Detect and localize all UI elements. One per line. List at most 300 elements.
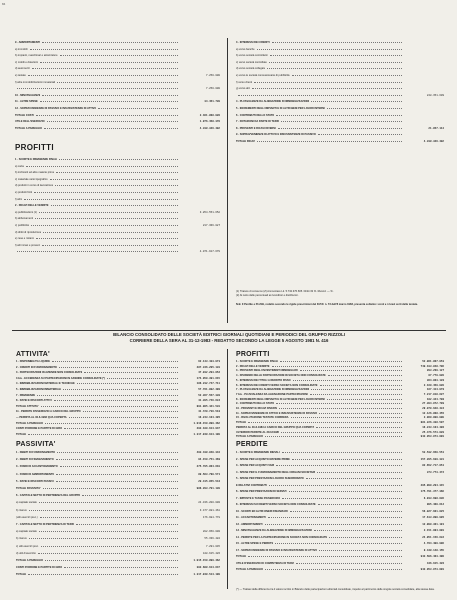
ledger-row	[16, 545, 220, 548]
ledger-value: 302.688.614.647	[196, 566, 220, 570]
ledger-label: 2 - RICAVI DELLE VENDITE	[236, 364, 270, 368]
ledger-row	[236, 510, 444, 513]
ledger-label: 3 - PROVENTI DEGLI INVESTIMENTI IMMOBILIARI	[236, 369, 298, 373]
ledger-row	[236, 127, 444, 130]
ledger-value: 1.015.159.899.462	[193, 559, 220, 562]
dot-leader	[34, 192, 178, 193]
ledger-row	[236, 471, 444, 474]
ledger-value: 25.476.573.820	[422, 430, 444, 434]
dot-leader	[64, 428, 178, 429]
ledger-row	[16, 509, 220, 512]
ledger-label: 7 - IMPOSTE E TASSE D'ESERCIZIO	[236, 496, 281, 500]
ledger-label: 2 - SPESE PER ACQUISTO MATERIE PRIME	[236, 457, 290, 461]
ledger-value: 175.701.377.366	[420, 490, 444, 493]
dot-leader	[267, 68, 402, 69]
dot-leader	[281, 432, 402, 433]
dot-leader	[55, 185, 178, 186]
ledger-value: 16.243.164.485	[198, 416, 220, 419]
ledger-row	[16, 371, 220, 374]
ledger-label: TOTALE A PAREGGIO	[16, 421, 44, 425]
ledger-value: 12.809.361.181	[422, 522, 444, 526]
ledger-row	[236, 568, 444, 571]
ledger-value: 55.336.484	[204, 537, 220, 541]
ledger-row	[236, 369, 444, 372]
attivita-heading: ATTIVITA'	[16, 351, 50, 358]
ledger-value: 4.784.409.996	[423, 542, 444, 545]
dot-leader	[84, 372, 178, 373]
ledger-value: 986.293.701.139	[196, 487, 220, 490]
dot-leader	[328, 375, 402, 376]
dot-leader	[29, 538, 178, 539]
ledger-label: 11 - SOPRAVVENIENZE DI ATTIVO E INSUSSISTENZE DI PASSIVO	[236, 411, 318, 415]
ledger-value: 41.720.736.518	[198, 410, 220, 414]
dot-leader	[276, 403, 402, 404]
dot-leader	[54, 400, 178, 401]
ledger-label: 4 - FONDI DI AMMORTAMENTO	[16, 472, 55, 476]
ledger-row	[236, 41, 444, 44]
ledger-row	[16, 366, 220, 369]
ledger-label: e) verso le società concessionarie di pubblicità	[236, 74, 290, 77]
ledger-row	[236, 451, 444, 454]
ledger-row	[15, 224, 220, 227]
ledger-value: 6.833.698.836	[423, 496, 444, 500]
ledger-label: 3 - FONDI DI ACCANTONAMENTO	[16, 465, 58, 469]
ledger-value: 29.415.055.544	[198, 479, 220, 483]
ledger-label: a) verso banche	[236, 47, 255, 51]
ledger-label: 1 - DISPONIBILITÀ LIQUIDE	[16, 360, 51, 363]
ledger-label: TOTALE	[236, 421, 247, 425]
ledger-row	[236, 114, 444, 117]
ledger-label: 11 - PERDITE D'ESERCIZIO A CARICO DEL GRUPPO	[16, 410, 81, 414]
dot-leader	[41, 406, 178, 407]
ledger-label: TOTALE	[16, 573, 27, 577]
ledger-row	[15, 250, 220, 253]
ledger-row	[236, 416, 444, 419]
ledger-label: 4 - SPESE PER IL FUNZIONAMENTO DEGLI ORGANI SOCIETARI	[236, 470, 316, 474]
ledger-row	[16, 458, 220, 461]
ledger-row	[16, 416, 220, 419]
dot-leader	[292, 75, 403, 76]
dot-leader	[292, 459, 402, 460]
dot-leader	[282, 498, 402, 499]
dot-leader	[310, 394, 402, 395]
dot-leader	[40, 62, 178, 63]
ledger-label: g) verso altri	[236, 87, 251, 91]
dot-leader	[69, 417, 178, 418]
ledger-label: 11 - ALTRE SPESE	[15, 100, 38, 104]
ledger-label: 7 - CAPITALE NETTO DI PERTINENZA DI TERZI	[16, 523, 75, 526]
dot-leader	[37, 395, 178, 396]
dot-leader	[50, 179, 178, 180]
ledger-label: c) pubblicità	[15, 224, 29, 227]
ledger-label: 4 - PLUSVALENZE DA ALIENAZIONE DI IMMOBILIZZAZIONI	[236, 100, 310, 104]
ledger-row	[15, 48, 220, 51]
mid-vertical-divider	[227, 349, 228, 589]
ledger-label: a) capitale sociale	[16, 530, 37, 534]
ledger-label: 11 - ACCANTONAMENTI	[236, 516, 266, 519]
ledger-row	[236, 402, 444, 405]
dot-leader	[42, 245, 178, 246]
ledger-row	[15, 165, 220, 168]
dot-leader	[60, 55, 178, 56]
ledger-value: 4.338.326.402	[199, 126, 220, 130]
ledger-value: 12.126.868.455	[422, 411, 444, 415]
ledger-label: d) prodotti in corso di lavorazione	[15, 184, 54, 188]
ledger-label: 5 - INTERESSI DEI TITOLI A REDDITO FISSO	[236, 378, 291, 382]
ledger-row	[236, 458, 444, 461]
dot-leader	[272, 366, 402, 367]
ledger-label: 1 - DEBITI DI FUNZIONAMENTO	[16, 451, 56, 454]
ledger-value: 1.016.159.899.462	[193, 421, 220, 425]
ledger-label: 6 - INTERESSI DEI CREDITI VERSO SOCIETÀ NON CONSOLIDATE	[236, 383, 318, 387]
ledger-value: 364.063.128	[426, 378, 444, 382]
profitti-heading-top: PROFITTI	[15, 143, 54, 152]
ledger-row	[236, 407, 444, 410]
ledger-value: 446.615.426	[426, 561, 444, 565]
ledger-row	[16, 410, 220, 413]
dot-leader	[272, 42, 402, 43]
ledger-row	[16, 451, 220, 454]
ledger-row	[236, 477, 444, 480]
dot-leader	[24, 199, 178, 200]
ledger-row	[15, 120, 220, 123]
ledger-row	[236, 421, 444, 424]
ledger-row	[236, 74, 444, 77]
dot-leader	[279, 408, 402, 409]
dot-leader	[56, 459, 178, 460]
ledger-value: 53.532.650.551	[422, 451, 444, 454]
ledger-label: 6 - CONTRIBUTI DELLO STATO	[236, 113, 275, 117]
dot-leader	[98, 108, 178, 109]
ledger-label: 12 - AMMORTAMENTI	[236, 522, 263, 526]
ledger-row	[15, 211, 220, 214]
ledger-value: 1.317.848.614.109	[193, 432, 220, 436]
ledger-row	[236, 365, 444, 368]
ledger-label: TOTALE	[236, 555, 247, 558]
ledger-value: 24.436.200.000	[198, 501, 220, 505]
ledger-value: 942.953.073.883	[420, 568, 444, 571]
dot-leader	[36, 238, 178, 239]
ledger-row	[236, 87, 444, 90]
ledger-value: 942.953.073.883	[420, 435, 444, 439]
ledger-row	[15, 191, 220, 194]
dot-leader	[43, 488, 178, 489]
ledger-label: c) materiale vario tipografico	[15, 177, 48, 181]
page-number: 84	[2, 2, 6, 6]
ledger-label: CONTI D'ORDINE E PARTITE DI GIRO	[16, 427, 63, 431]
dot-leader	[28, 574, 178, 575]
ledger-label: 13 - MINUSVALENZE DA ALIENAZIONE DI IMMOBILIZZAZIONI	[236, 529, 312, 532]
ledger-label: 4 - DIVIDENDI DELLE PARTECIPAZIONI IN SOCIETÀ NON CONSOLIDATE	[236, 374, 326, 378]
consolidated-subtitle: CORRIERE DELLA SERA AL 31-12-1983 - REDATTO SECONDO LA LEGGE 5 AGOSTO 1981 N. 416	[129, 338, 329, 343]
ledger-row	[236, 48, 444, 51]
dot-leader	[28, 434, 178, 435]
ledger-label: — PERDITA AL 30-6-1983 QUA COPERTA	[16, 416, 67, 419]
ledger-row	[236, 516, 444, 519]
ledger-label: d) diritti di riproduzione	[15, 230, 42, 234]
ledger-row	[236, 464, 444, 467]
ledger-value: 8.448.148.155	[423, 548, 444, 552]
dot-leader	[30, 49, 178, 50]
ledger-label: TOTALE A PAREGGIO	[236, 435, 264, 439]
dot-leader	[327, 399, 402, 400]
dot-leader	[107, 378, 178, 379]
dot-leader	[275, 543, 402, 544]
ledger-value: 3.477.081.461	[199, 508, 220, 512]
ledger-label: e) prodotti finiti	[15, 191, 33, 194]
ledger-label: 3 - SPESE PER ACQUISTI VARI	[236, 464, 275, 467]
ledger-value: 176.984.778	[202, 515, 220, 519]
dot-leader	[293, 380, 402, 381]
dot-leader	[319, 550, 402, 551]
ledger-row	[15, 100, 220, 103]
ledger-value: 1.317.848.514.109	[193, 573, 220, 577]
ledger-row	[16, 566, 220, 569]
ledger-row	[15, 217, 220, 220]
ledger-value: 62.143.433.073	[198, 360, 220, 363]
ledger-label: 15 - ALTRE SPESE E PERDITE	[236, 542, 274, 545]
ledger-value: 203.269.127	[426, 369, 444, 373]
ledger-label: 14 - PERDITE PER LA PARTECIPAZIONE IN SOCIETÀ NON CONSOLIDATE	[236, 535, 328, 539]
ledger-value: 7.217.018.627	[423, 392, 444, 396]
dot-leader	[314, 530, 402, 531]
ledger-value: 7.250.000	[205, 74, 220, 77]
ledger-value: 2.069.000.000	[423, 416, 444, 420]
ledger-label: 5 - RATEI E RISCONTI PASSIVI	[16, 479, 54, 483]
dot-leader	[276, 465, 402, 466]
dot-leader	[296, 563, 402, 564]
ledger-value: 287.346.205.133	[196, 365, 220, 369]
ledger-label: 8 - INTERESSI SUI DEBITI VERSO SOCIETÀ NON CONSOLIDATE	[236, 503, 316, 506]
ledger-label: ULTERIORI PERDITE AL 31/12/1983	[236, 430, 280, 434]
dot-leader	[56, 481, 178, 482]
ledger-label: 17 - SOPRAVVENIENZE DI PASSIVO E INSUSSISTENZE DI ATTIVO	[236, 548, 318, 552]
ledger-row	[16, 427, 220, 430]
ledger-row	[236, 562, 444, 565]
ledger-row	[236, 523, 444, 526]
ledger-label: 6 - CAPITALE NETTO DI PERTINENZA DEL GRUPPO	[16, 494, 81, 498]
ledger-label: a) capitale sociale	[16, 501, 37, 505]
ledger-value: 28.970.628.434	[422, 407, 444, 410]
ledger-label: UTILE D'ESERCIZIO DI COMPETENZA DI TERZI	[236, 561, 295, 565]
ledger-value: 47.032.203.852	[198, 371, 220, 375]
dot-leader	[42, 42, 178, 43]
dot-leader	[51, 205, 178, 206]
ledger-value: 373.773.472	[426, 470, 444, 474]
middle-top-rule	[12, 330, 446, 331]
ledger-row	[16, 501, 220, 504]
ledger-row	[15, 81, 220, 84]
ledger-row	[236, 426, 444, 429]
ledger-value: 448.615.426	[202, 551, 220, 555]
dot-leader	[39, 212, 178, 213]
ledger-row	[236, 94, 444, 97]
note-nb: N.B. Il Perdite e Profitti, redatto secondo le rigide prescrizioni del D.P.R. n. 73 dell'8 marzo 1983, presenta soltanto i costi e i ricavi certi delle testate.	[236, 303, 418, 306]
dot-leader	[17, 88, 178, 89]
ledger-row	[15, 41, 220, 44]
ledger-label: 9 - CONTRIBUTI DELLO STATO	[236, 402, 275, 406]
ledger-row	[15, 204, 220, 207]
ledger-label: e) rese e rottami	[15, 237, 34, 241]
dot-leader	[44, 128, 178, 129]
ledger-label: (utili esercizi prec.)	[16, 515, 38, 519]
top-vertical-divider	[227, 38, 228, 323]
ledger-label: 10 - PROVENTI E RICAVI DIVERSI	[236, 407, 278, 410]
dot-leader	[41, 546, 178, 547]
ledger-value: 905.460.612	[426, 503, 444, 506]
ledger-label: 7 bis - PLUSVALENZA DA ALIENAZIONE PARTECIPAZIONI	[236, 392, 308, 396]
ledger-row	[236, 412, 444, 415]
ledger-row	[236, 497, 444, 500]
ledger-label: TOTALE ATTIVITA'	[16, 404, 39, 408]
ledger-label: 5 - SPESE PER PRESTAZIONI LAVORO SUBORDINATO	[236, 477, 304, 480]
dot-leader	[82, 495, 178, 496]
dot-leader	[269, 62, 402, 63]
dot-leader	[265, 569, 402, 570]
ledger-row	[236, 431, 444, 434]
dot-leader	[43, 232, 178, 233]
dot-leader	[77, 383, 178, 384]
ledger-label: 2 - RICAVI DELLE VENDITE	[15, 204, 49, 208]
ledger-value: 182.324.708	[426, 397, 444, 401]
ledger-value: 493.438.840.344	[196, 451, 220, 454]
dot-leader	[52, 361, 178, 362]
dot-leader	[57, 82, 178, 83]
dot-leader	[29, 510, 178, 511]
ledger-row	[236, 529, 444, 532]
ledger-value: 292.189.614.947	[196, 427, 220, 431]
ledger-row	[15, 158, 220, 161]
ledger-row	[16, 537, 220, 540]
dot-leader	[268, 517, 402, 518]
ledger-value: 82.652.717.851	[422, 464, 444, 467]
ledger-value: 167.414.078	[426, 388, 444, 392]
ledger-row	[16, 360, 220, 363]
ledger-row	[15, 67, 220, 70]
ledger-value: 749.193.848.796	[420, 364, 444, 368]
dot-leader	[317, 472, 402, 473]
ledger-row	[16, 530, 220, 533]
dot-leader	[35, 218, 178, 219]
ledger-label: UTILE DELL'ESERCIZIO	[15, 120, 45, 124]
ledger-value: 52.061.867.053	[422, 360, 444, 363]
ledger-label: b) inchiostri ed altre materie prime	[15, 171, 55, 175]
ledger-label: 1 - SCORTE E RIMANENZE FINALI	[15, 158, 58, 161]
dot-leader	[281, 121, 402, 122]
ledger-label: b) verso società controllanti	[236, 54, 268, 58]
ledger-row	[16, 405, 220, 408]
ledger-label: 3 - PARTECIPAZIONI IN AZIENDE NON CONSOLIDATE	[16, 371, 83, 375]
ledger-row	[15, 114, 220, 117]
ledger-label: d) verso società collegate	[236, 67, 266, 71]
ledger-label: f) verso clienti	[236, 80, 252, 84]
ledger-label: 7 - RIMANENZE	[16, 393, 36, 397]
note-1: (1) Tirature di consumo (Z) Ammontare Lit. 5.732.376.605. Diritti 33 %. Rivend. — %.	[236, 290, 334, 293]
dot-leader	[290, 511, 402, 512]
ledger-label: 5 - IMMOBILIZZAZIONI IMMATERIALI	[16, 388, 62, 391]
ledger-row	[236, 536, 444, 539]
dot-leader	[38, 553, 178, 554]
ledger-row	[16, 494, 220, 497]
ledger-label: a) immobili	[15, 47, 28, 51]
ledger-value: 56.027.661.825	[422, 509, 444, 513]
dot-leader	[306, 478, 402, 479]
dot-leader	[39, 531, 178, 532]
ledger-row	[236, 360, 444, 363]
ledger-value: 24.851.156.632	[422, 535, 444, 539]
ledger-row	[15, 178, 220, 181]
ledger-row	[16, 422, 220, 425]
ledger-label: f) altri ricavi e proventi	[15, 243, 41, 247]
ledger-value: 94.159.751.469	[198, 458, 220, 462]
dot-leader	[319, 413, 402, 414]
ledger-row	[16, 487, 220, 490]
dot-leader	[300, 370, 402, 371]
ledger-row	[16, 516, 220, 519]
ledger-label: 8 - PROVENTI E RICAVI DIVERSI	[236, 126, 276, 130]
dot-leader	[45, 423, 178, 424]
ledger-label: b) riserve	[16, 537, 27, 541]
ledger-label: 3 - INTERESSI DEI CREDITI	[236, 41, 270, 44]
ledger-row	[15, 94, 220, 97]
ledger-label: f) altro	[15, 197, 23, 201]
ledger-row	[15, 54, 220, 57]
ledger-value: 52.367.557.330	[198, 393, 220, 397]
dot-leader	[254, 82, 402, 83]
ledger-label: TOTALE A PAREGGIO	[236, 568, 264, 571]
ledger-value: 41.395.746.634	[198, 399, 220, 403]
dot-leader	[63, 389, 178, 390]
dot-leader	[252, 88, 402, 89]
dot-leader	[327, 108, 402, 109]
ledger-label: 9 - SOPRAVVENIENZE DI ATTIVO E INSUSSISTENZE DI PASSIVO	[236, 133, 316, 137]
top-left-profitti-column	[15, 158, 220, 358]
dot-leader	[40, 101, 178, 102]
ledger-row	[16, 433, 220, 436]
ledger-row	[16, 523, 220, 526]
ledger-label: TOTALE A PAREGGIO	[15, 126, 43, 130]
dot-leader	[17, 251, 178, 252]
ledger-label: TOTALE PASSIVITA'	[16, 487, 41, 490]
ledger-value: 7.291.045	[205, 544, 220, 548]
dot-leader	[278, 128, 402, 129]
ledger-label: 10 - SCONTI ED ALTRI ONERI FINANZIARI	[236, 509, 288, 513]
ledger-value: 248.351.609	[426, 93, 444, 97]
ledger-row	[15, 74, 220, 77]
ledger-value: 881.226.338.597	[420, 421, 444, 425]
ledger-row	[236, 133, 444, 136]
ledger-value: 87.779.928	[428, 374, 444, 378]
dot-leader	[289, 491, 403, 492]
ledger-label: 6 - SPESE PER PRESTAZIONI DI SERVIZI	[236, 490, 287, 493]
ledger-value: 157.205.639.331	[420, 457, 444, 461]
dot-leader	[40, 517, 178, 518]
ledger-value: 1.876.458.378	[199, 120, 220, 124]
dot-leader	[64, 567, 178, 568]
ledger-label: c) mobili e dotazioni	[15, 60, 38, 64]
ledger-row	[236, 555, 444, 558]
ledger-label: E RELATIVI CONTRIBUTI	[236, 483, 267, 487]
perdite-heading: PERDITE	[236, 441, 268, 448]
ledger-row	[236, 490, 444, 493]
ledger-label: 8 - INCREMENTI DEGLI IMPIANTI E DI ALTRI BENI PER LAVORI INTERNI	[236, 397, 325, 401]
dot-leader	[59, 367, 178, 368]
dot-leader	[311, 389, 402, 390]
ledger-row	[236, 384, 444, 387]
consolidated-title: BILANCIO CONSOLIDATO DELLE SOCIETÀ EDITRICI GIORNALI QUOTIDIANI E PERIODICI DEL GRUPPO RIZZOLI	[113, 332, 345, 337]
ledger-row	[236, 549, 444, 552]
dot-leader	[265, 436, 402, 437]
